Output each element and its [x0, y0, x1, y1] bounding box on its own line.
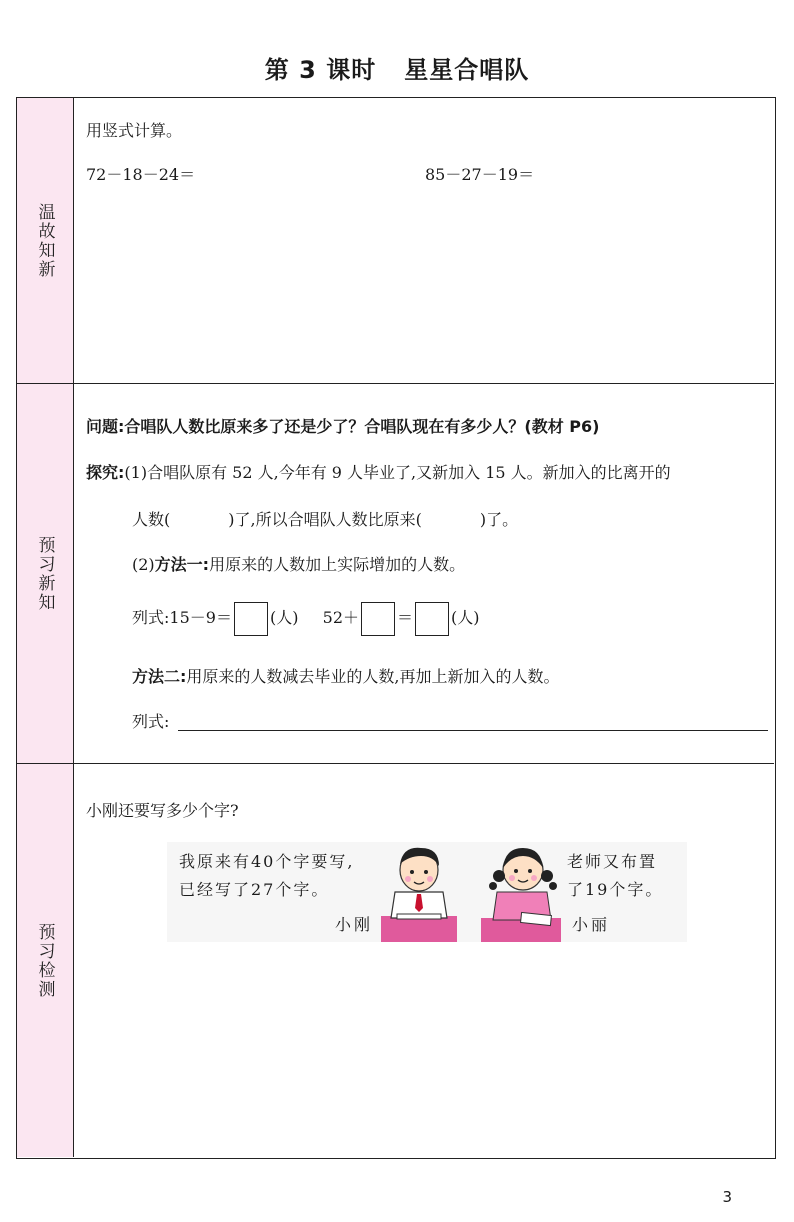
expression-2: 85－27－19＝: [425, 165, 535, 184]
illustration: [167, 842, 687, 942]
unit-2: (人): [451, 608, 480, 627]
method-1-line: [132, 552, 465, 575]
worksheet-table: [16, 97, 776, 1159]
preview-side-cell: [17, 384, 74, 763]
explore-line-2: [132, 507, 518, 530]
girl-name: 小丽: [572, 915, 611, 934]
method-2-label: 方法二:: [132, 667, 187, 686]
question-line: [86, 414, 599, 437]
check-side-cell: [17, 764, 74, 1157]
girl-figure: [475, 842, 575, 942]
boy-speech-line-2: 已经写了27个字。: [179, 880, 330, 899]
formula-label: 列式:: [132, 608, 170, 627]
review-content: [74, 98, 774, 383]
lesson-topic: 星星合唱队: [404, 56, 530, 84]
explore-text-1: (1)合唱队原有 52 人,今年有 9 人毕业了,又新加入 15 人。新加入的比离开的: [124, 463, 671, 482]
girl-speech-line-1: 老师又布置: [567, 852, 658, 871]
boy-speech-line-1: 我原来有40个字要写,: [179, 852, 355, 871]
girl-speech-line-2: 了19个字。: [567, 880, 664, 899]
question-prefix: 问题:: [86, 417, 125, 436]
question-text: 合唱队人数比原来多了还是少了？合唱队现在有多少人？(教材 P6): [124, 417, 600, 436]
preview-label: 预习新知: [34, 535, 55, 612]
lesson-number: 第 3 课时: [264, 56, 377, 84]
answer-box-3[interactable]: [415, 602, 449, 636]
method-1-prefix: (2): [132, 555, 155, 574]
method-2-line: [132, 664, 560, 687]
method-1-label: 方法一:: [154, 555, 210, 574]
boy-figure: [377, 842, 461, 942]
review-section: [17, 98, 774, 384]
answer-box-2[interactable]: [361, 602, 395, 636]
formula-a: 15－9＝: [169, 608, 232, 627]
check-question: 小刚还要写多少个字?: [86, 801, 239, 820]
boy-speech: [179, 848, 354, 904]
blank-prefix-1: 人数(: [132, 510, 171, 529]
preview-section: [17, 384, 774, 764]
check-section: [17, 764, 774, 1157]
blank-prefix-2: )了,所以合唱队人数比原来(: [228, 510, 422, 529]
review-side-cell: [17, 98, 74, 383]
review-label: 温故知新: [34, 202, 55, 279]
preview-content: [74, 384, 774, 763]
equals-sign: ＝: [397, 608, 414, 627]
answer-line[interactable]: [178, 730, 768, 731]
explore-prefix: 探究:: [86, 463, 125, 482]
blank-suffix: )了。: [479, 510, 519, 529]
boy-name: 小刚: [335, 915, 374, 934]
formula-2-label: 列式:: [132, 712, 170, 731]
explore-line-1: [86, 460, 671, 483]
review-instruction: 用竖式计算。: [86, 121, 183, 140]
answer-box-1[interactable]: [234, 602, 268, 636]
formula-b: 52＋: [322, 608, 360, 627]
method-2-text: 用原来的人数减去毕业的人数,再加上新加入的人数。: [186, 667, 560, 686]
unit-1: (人): [269, 608, 299, 627]
formula-line: [132, 600, 480, 636]
check-label: 预习检测: [34, 922, 55, 999]
check-content: [74, 764, 774, 1157]
expression-1: 72－18－24＝: [86, 165, 196, 184]
page-title: [0, 50, 794, 85]
method-1-text: 用原来的人数加上实际增加的人数。: [209, 555, 466, 574]
girl-speech: [567, 848, 663, 904]
page-number: 3: [722, 1188, 732, 1206]
